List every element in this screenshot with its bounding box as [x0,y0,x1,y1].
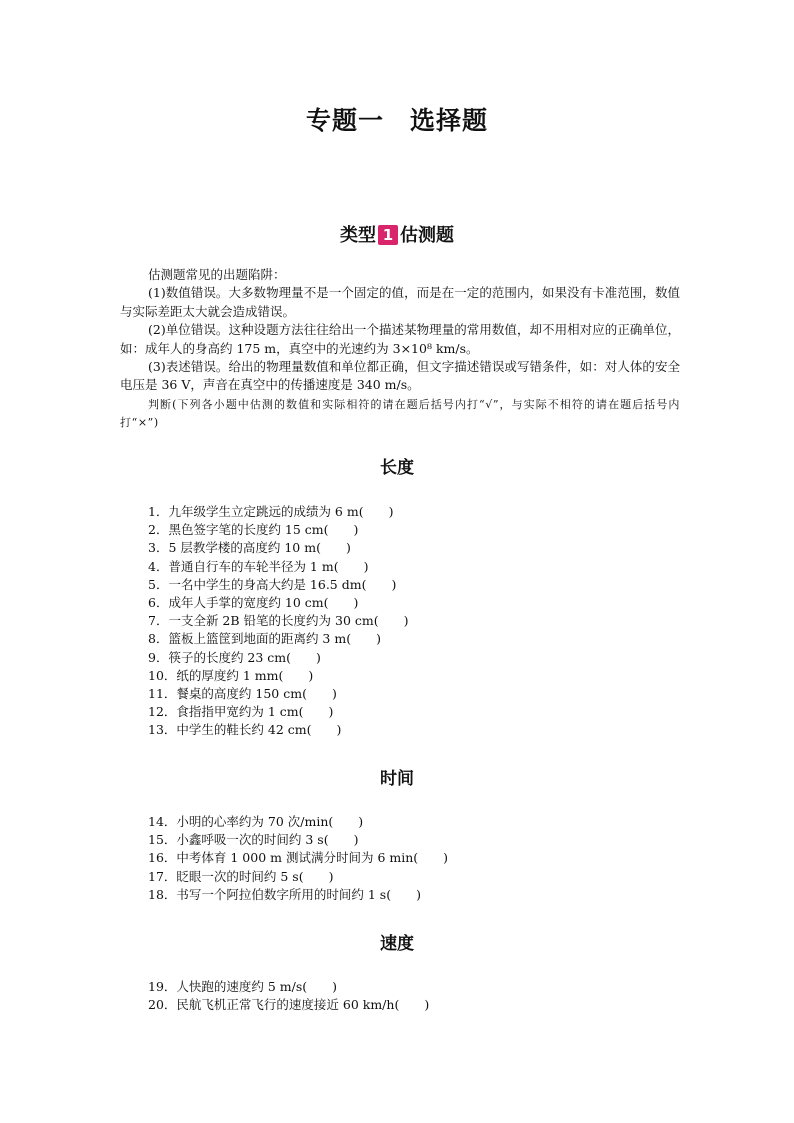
page-title-subject: 选择题 [410,106,489,135]
intro-item: (2)单位错误。这种设题方法往往给出一个描述某物理量的常用数值，却不用相对应的正确单位，如：成年人的身高约 175 m，真空中的光速约为 3×10⁸ km/s。 [120,322,680,356]
intro-item: (3)表述错误。给出的物理量数值和单位都正确，但文字描述错误或写错条件，如：对人体的安全电压是 36 V，声音在真空中的传播速度是 340 m/s。 [120,359,680,393]
type-heading-prefix: 类型 [340,225,376,246]
question-item: 4．普通自行车的车轮半径为 1 m( ) [148,558,369,574]
question-list-length [148,503,668,739]
section-heading-length: 长度 [380,458,414,478]
question-item: 20．民航飞机正常飞行的速度接近 60 km/h( ) [148,997,430,1013]
section-heading-speed: 速度 [380,934,414,954]
question-item: 10．纸的厚度约 1 mm( ) [148,667,314,683]
question-item: 19．人快跑的速度约 5 m/s( ) [148,979,338,994]
intro-item: (1)数值错误。大多数物理量不是一个固定的值，而是在一定的范围内，如果没有卡准范围，数值与实际差距太大就会造成错误。 [120,285,680,319]
question-item: 13．中学生的鞋长约 42 cm( ) [148,722,342,738]
question-item: 7．一支全新 2B 铅笔的长度约为 30 cm( ) [148,613,409,629]
question-item: 9．筷子的长度约 23 cm( ) [148,649,321,665]
type-number-badge: 1 [378,225,398,245]
question-item: 18．书写一个阿拉伯数字所用的时间约 1 s( ) [148,886,421,902]
question-item: 11．餐桌的高度约 150 cm( ) [148,685,337,701]
question-item: 16．中考体育 1 000 m 测试满分时间为 6 min( ) [148,850,449,866]
intro-lead: 估测题常见的出题陷阱： [148,267,286,282]
question-item: 2．黑色签字笔的长度约 15 cm( ) [148,522,359,538]
question-item: 6．成年人手掌的宽度约 10 cm( ) [148,594,359,610]
section-heading-time: 时间 [380,769,414,789]
intro-block [120,266,680,432]
question-item: 3．5 层教学楼的高度约 10 m( ) [148,540,351,556]
question-list-speed [148,978,668,1014]
question-list-time [148,813,668,904]
question-item: 12．食指指甲宽约为 1 cm( ) [148,704,334,720]
question-item: 14．小明的心率约为 70 次/min( ) [148,814,364,829]
question-item: 1．九年级学生立定跳远的成绩为 6 m( ) [148,504,394,519]
question-item: 8．篮板上篮筐到地面的距离约 3 m( ) [148,631,381,647]
question-item: 17．眨眼一次的时间约 5 s( ) [148,868,334,884]
page-title-topic: 专题一 [305,106,384,135]
question-item: 5．一名中学生的身高大约是 16.5 dm( ) [148,576,397,592]
page-title [0,101,794,137]
type-heading [0,221,794,247]
question-item: 15．小鑫呼吸一次的时间约 3 s( ) [148,832,359,848]
type-heading-name: 估测题 [400,225,454,246]
instruction-text: 判断(下列各小题中估测的数值和实际相符的请在题后括号内打“√”，与实际不相符的请在题后括号内打“×”) [120,397,680,429]
